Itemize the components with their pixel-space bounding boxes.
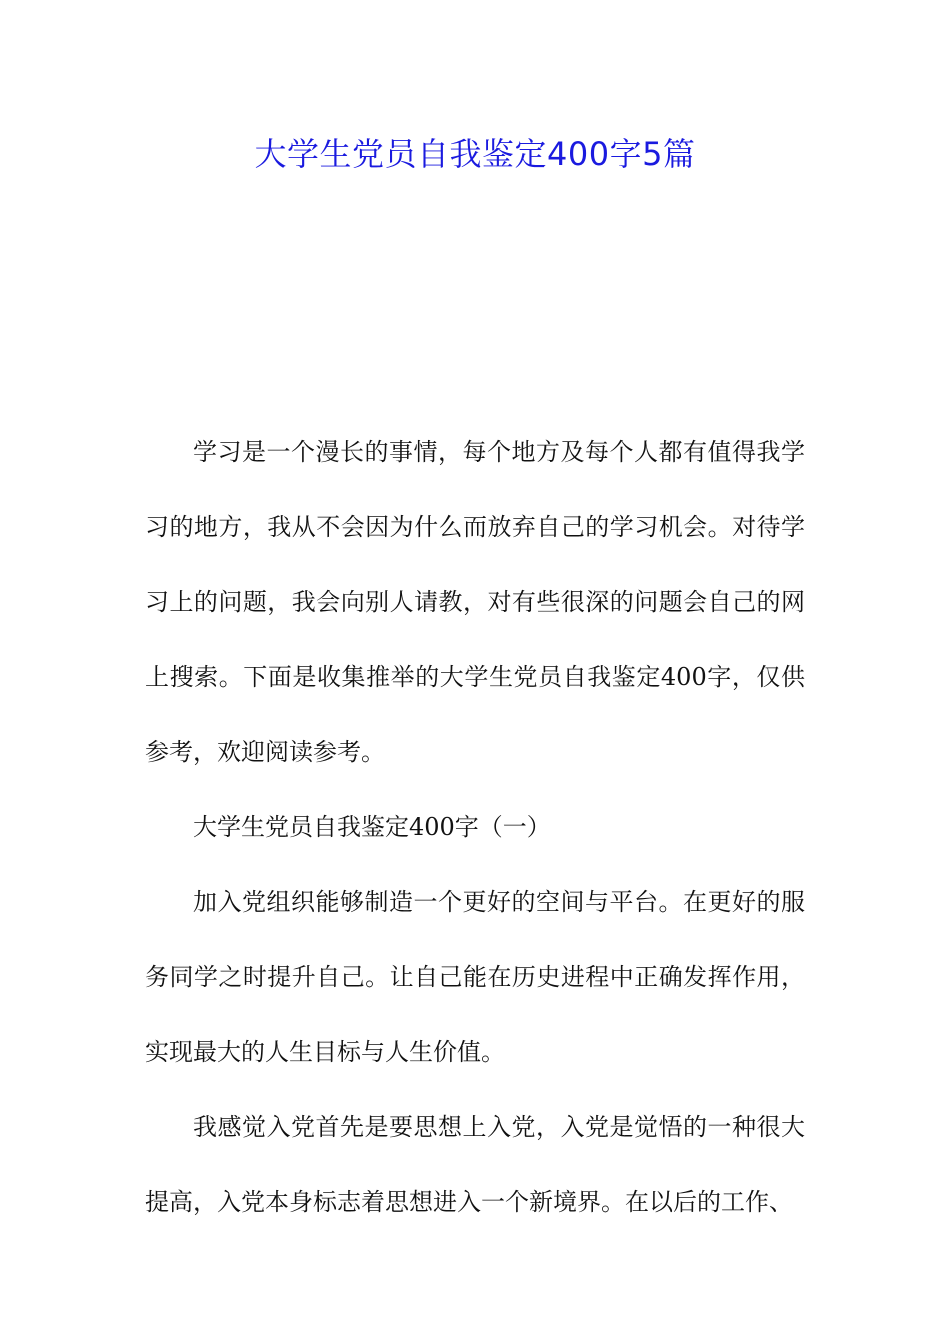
- intro-paragraph: 学习是一个漫长的事情，每个地方及每个人都有值得我学习的地方，我从不会因为什么而放弃自己的学习机会。对待学习上的问题，我会向别人请教，对有些很深的问题会自己的网上搜索。下面是收集推举的大学生党员自我鉴定400字，仅供参考，欢迎阅读参考。: [145, 438, 805, 766]
- document-title: 大学生党员自我鉴定400字5篇: [254, 135, 696, 173]
- section-heading: 大学生党员自我鉴定400字（一）: [193, 813, 551, 841]
- body-paragraph: 加入党组织能够制造一个更好的空间与平台。在更好的服务同学之时提升自己。让自己能在历史进程中正确发挥作用，实现最大的人生目标与人生价值。: [145, 888, 805, 1066]
- document-body: [145, 415, 805, 1240]
- body-paragraph: 我感觉入党首先是要思想上入党，入党是觉悟的一种很大提高，入党本身标志着思想进入一个新境界。在以后的工作、: [145, 1113, 805, 1216]
